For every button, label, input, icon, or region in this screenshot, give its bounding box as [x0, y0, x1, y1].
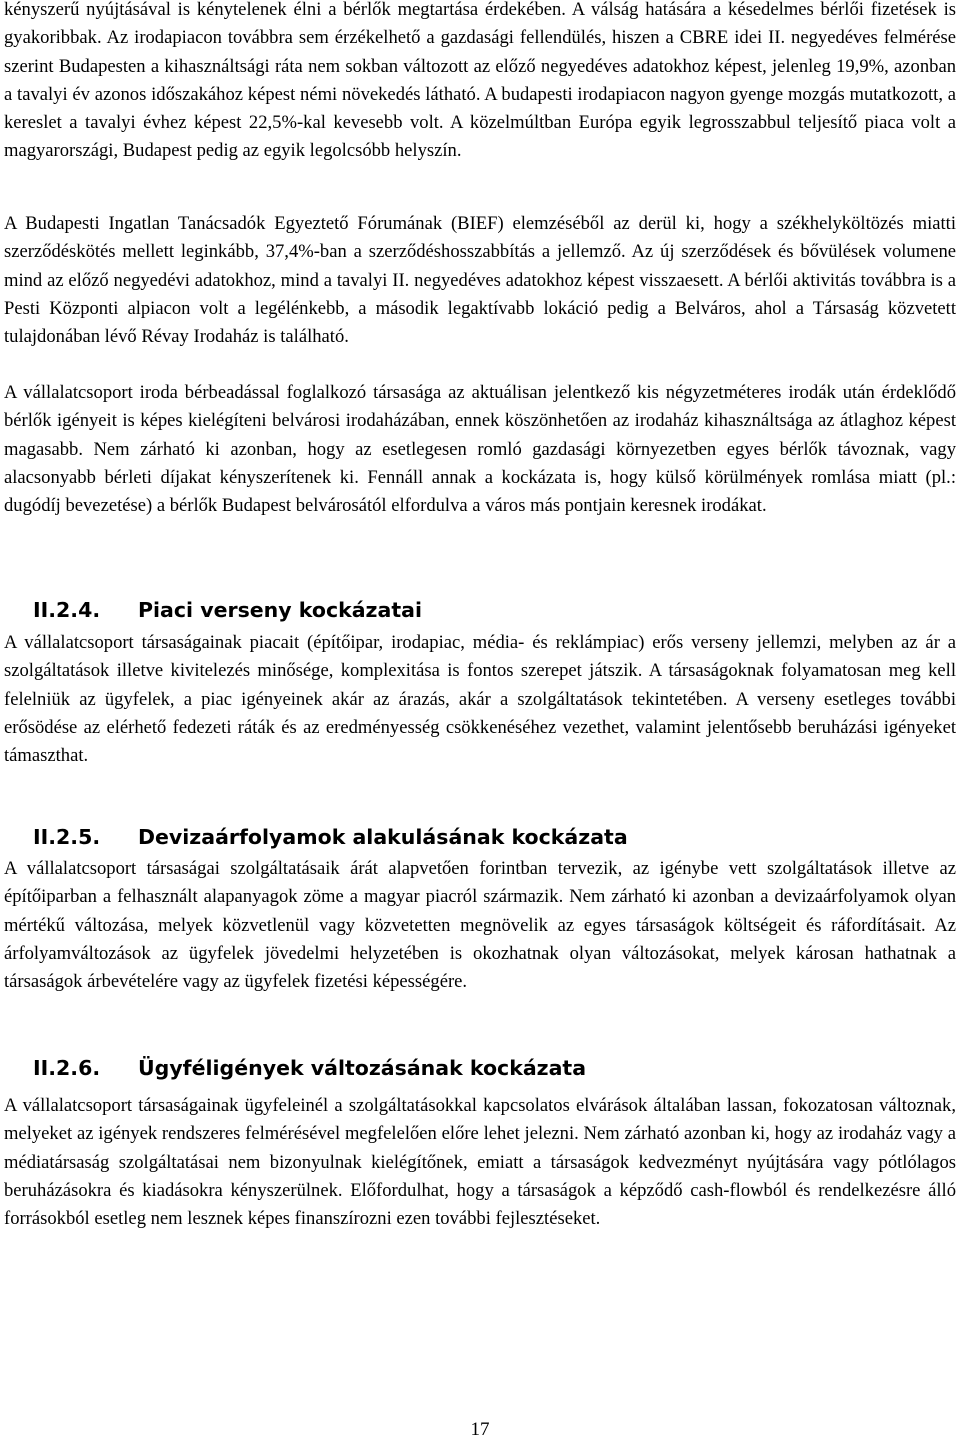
body-paragraph: A vállalatcsoport iroda bérbeadással foglalkozó társasága az aktuálisan jelentkező kis négyzetméteres irodák után érdeklődő bérlők igényeit is képes kielégíteni belvárosi irodaházában, ennek köszönhetően az irodaház kihasználtsága az átlaghoz képest magasabb. Nem zárható ki azonban, hogy az esetlegesen romló gazdasági környezetben egyes bérlők távoznak, vagy alacsonyabb bérleti díjakat kényszerítenek ki. Fennáll annak a kockázata is, hogy külső körülmények romlása miatt (pl.: dugódíj bevezetése) a bérlők Budapest belvárosától elfordulva a város más pontjain keresnek irodákat.	[4, 382, 956, 517]
section-number: II.2.6.	[33, 1056, 101, 1080]
section-title: Devizaárfolyamok alakulásának kockázata	[138, 825, 628, 849]
body-paragraph: kényszerű nyújtásával is kénytelenek élni a bérlők megtartása érdekében. A válság hatására a késedelmes bérlői fizetések is gyakoribbak. Az irodapiacon továbbra sem érzékelhető a gazdasági fellendülés, hiszen a CBRE idei II. negyedéves felmérése szerint Budapesten a kihasználtsági ráta nem sokban változott az előző negyedéves adatokhoz képest, jelenleg 19,9%, azonban a tavalyi év azonos időszakához képest némi növekedés látható. A budapesti irodapiacon nagyon gyenge mozgás mutatkozott, a kereslet a tavalyi évhez képest 22,5%-kal kevesebb volt. A közelmúltban Európa egyik legrosszabbul teljesítő piaca volt a magyarországi, Budapest pedig az egyik legolcsóbb helyszín.	[4, 0, 956, 162]
body-paragraph: A Budapesti Ingatlan Tanácsadók Egyeztető Fórumának (BIEF) elemzéséből az derül ki, hogy a székhelyköltözés miatti szerződéskötés mellett leginkább, 37,4%-ban a szerződéshosszabbítás a jellemző. Az új szerződések és bővülések volumene mind az előző negyedévi adatokhoz, mind a tavalyi II. negyedéves adatokhoz képest visszaesett. A bérlői aktivitás továbbra is a Pesti Központi alpiacon volt a legélénkebb, a második legaktívabb lokáció pedig a Belváros, ahol a Társaság közvetett tulajdonában lévő Révay Irodaház is található.	[4, 213, 956, 348]
section-title: Ügyféligények változásának kockázata	[138, 1056, 587, 1080]
section-heading	[4, 1051, 956, 1085]
body-paragraph: A vállalatcsoport társaságainak piacait (építőipar, irodapiac, média- és reklámpiac) erős verseny jellemzi, melyben az ár a szolgáltatások illetve kivitelezés minősége, komplexitása is fontos szerepet játszik. A társaságoknak folyamatosan meg kell felelniük az ügyfelek, a piac igényeinek akár az árazás, akár a szolgáltatások tekintetében. A verseny esetleges további erősödése az elérhető fedezeti ráták és az eredményesség csökkenéséhez vezethet, valamint jelentősebb beruházási igényeket támaszthat.	[4, 632, 956, 767]
section-number: II.2.4.	[33, 598, 101, 622]
section-heading	[4, 593, 956, 627]
section-number: II.2.5.	[33, 825, 101, 849]
page-number: 17	[470, 1419, 490, 1440]
body-paragraph: A vállalatcsoport társaságai szolgáltatásaik árát alapvetően forintban tervezik, az igénybe vett szolgáltatások illetve az építőiparban a felhasznált alapanyagok zöme a magyar piacról származik. Nem zárható ki azonban a devizaárfolyamok olyan mértékű változása, melyek közvetlenül vagy közvetetten megnövelik az egyes társaságok költségeit és ráfordításait. Az árfolyamváltozások az ügyfelek jövedelmi helyzetében is okozhatnak olyan változásokat, melyek károsan hathatnak a társaságok árbevételére vagy az ügyfelek fizetési képességére.	[4, 858, 956, 993]
section-heading	[4, 820, 956, 854]
section-title: Piaci verseny kockázatai	[138, 598, 422, 622]
body-paragraph: A vállalatcsoport társaságainak ügyfeleinél a szolgáltatásokkal kapcsolatos elvárások általában lassan, fokozatosan változnak, melyeket az igények rendszeres felmérésével megfelelően előre lehet jelezni. Nem zárható azonban ki, hogy az irodaház vagy a médiatársaság szolgáltatásai nem bizonyulnak kielégítőnek, emiatt a társaságok kedvezményt nyújtására vagy pótlólagos beruházásokra és kiadásokra kényszerülnek. Előfordulhat, hogy a társaságok a képződő cash-flowból és rendelkezésre álló forrásokból esetleg nem lesznek képes finanszírozni ezen további fejlesztéseket.	[4, 1095, 956, 1230]
